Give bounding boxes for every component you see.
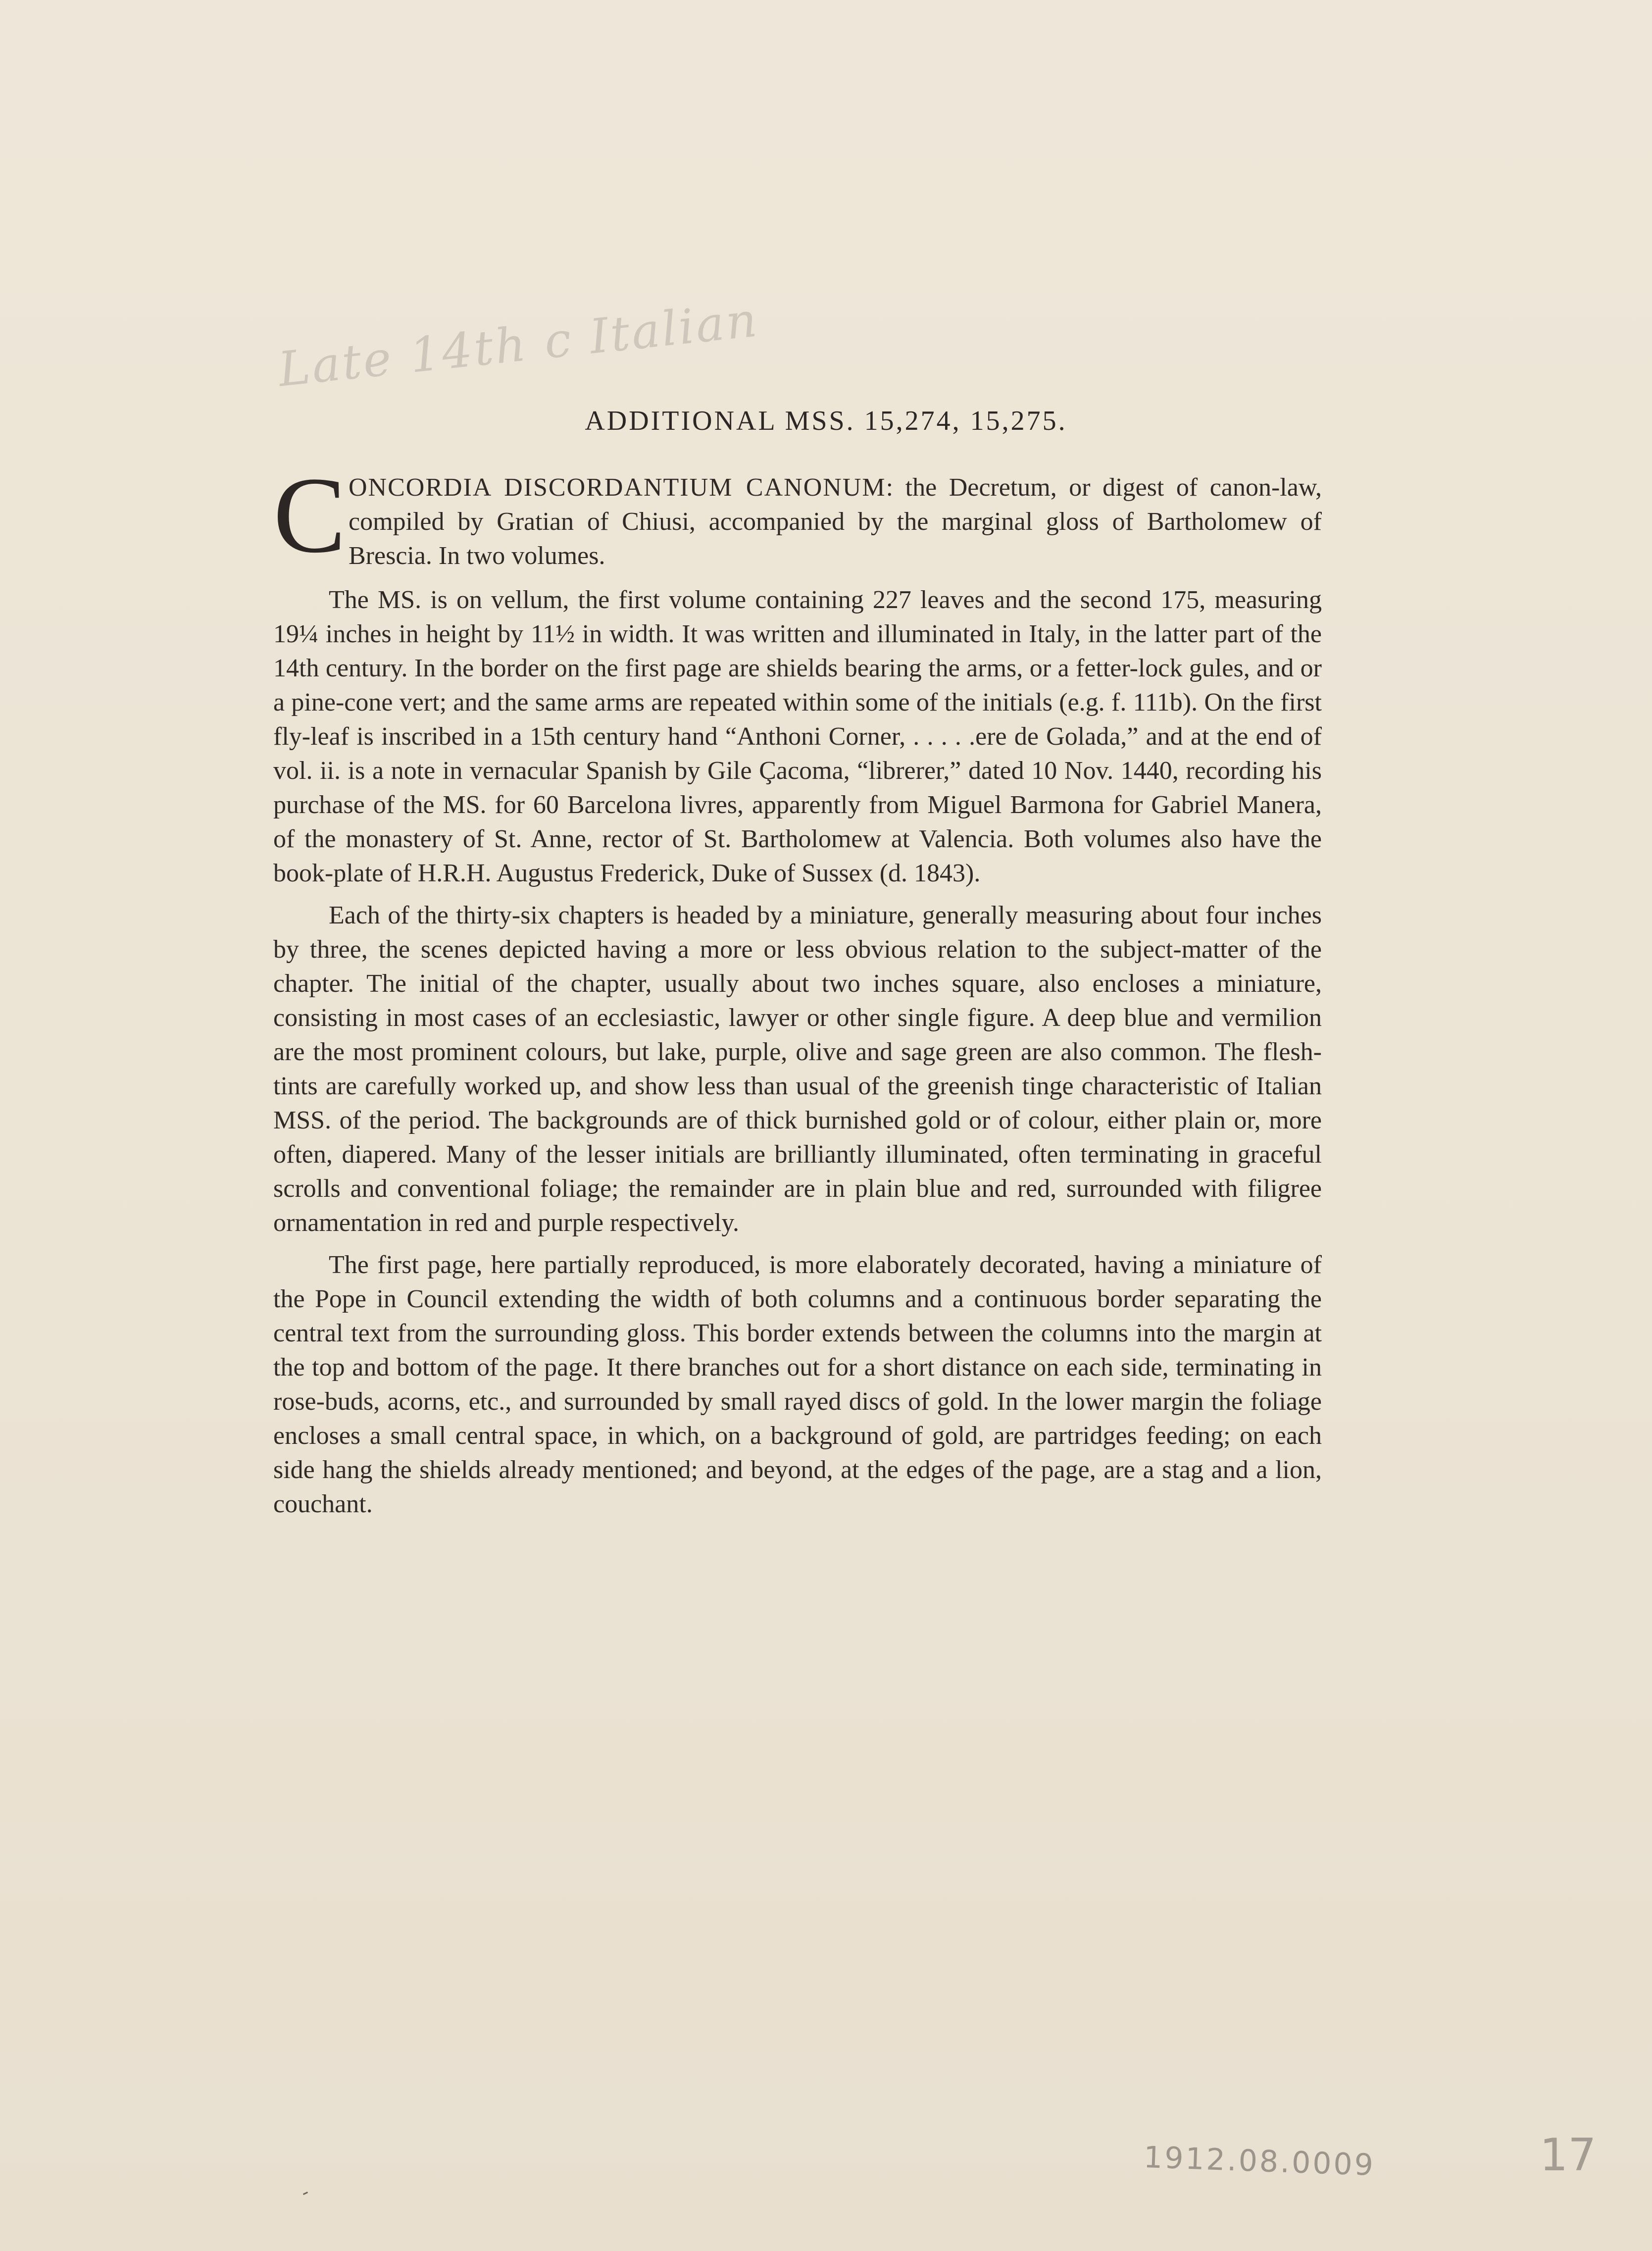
handwritten-annotation: Late 14th c Italian <box>275 292 761 398</box>
body-text <box>273 455 1322 1529</box>
drop-cap: C <box>273 455 346 575</box>
paragraph-1-text: : the Decretum, or digest of canon-law, compiled by Gratian of Chiusi, accompanied by the marginal gloss of Bartholomew of Brescia. In two volumes. <box>349 473 1322 570</box>
paragraph-1 <box>273 455 1322 575</box>
accession-number: 1912.08.0009 <box>1143 2140 1376 2183</box>
paragraph-3: Each of the thirty-six chapters is headed by a miniature, generally measuring about four inches by three, the scenes depicted having a more or less obvious relation to the subject-matter of the chapter. The initial of the chapter, usually about two inches square, also encloses a miniature, consisting in most cases of an ecclesiastic, lawyer or other single figure. A deep blue and vermilion are the most prominent colours, but lake, purple, olive and sage green are also common. The flesh-tints are carefully worked up, and show less than usual of the greenish tinge characteristic of Italian MSS. of the period. The backgrounds are of thick burnished gold or of colour, either plain or, more often, diapered. Many of the lesser initials are brilliantly illuminated, often terminating in graceful scrolls and conventional foliage; the remainder are in plain blue and red, surrounded with filigree ornamentation in red and purple respectively. <box>273 901 1322 1237</box>
paragraph-1-lead: ONCORDIA DISCORDANTIUM CANONUM <box>349 473 886 502</box>
page-heading: ADDITIONAL MSS. 15,274, 15,275. <box>585 406 1067 436</box>
paragraph-4: The first page, here partially reproduced, is more elaborately decorated, having a miniature of the Pope in Council extending the width of both columns and a continuous border separating the central text from the surrounding gloss. This border extends between the columns into the margin at the top and bottom of the page. It there branches out for a short distance on each side, terminating in rose-buds, acorns, etc., and surrounded by small rayed discs of gold. In the lower margin the foliage encloses a small central space, in which, on a background of gold, are partridges feeding; on each side hang the shields already mentioned; and beyond, at the edges of the page, are a stag and a lion, couchant. <box>273 1251 1322 1518</box>
page-number: 17 <box>1540 2129 1597 2181</box>
stray-mark <box>303 2192 308 2195</box>
paragraph-2: The MS. is on vellum, the first volume containing 227 leaves and the second 175, measuring 19¼ inches in height by 11½ in width. It was written and illuminated in Italy, in the latter part of the 14th century. In the border on the first page are shields bearing the arms, or a fetter-lock gules, and or a pine-cone vert; and the same arms are repeated within some of the initials (e.g. f. 111b). On the first fly-leaf is inscribed in a 15th century hand “Anthoni Corner, . . . . .ere de Golada,” and at the end of vol. ii. is a note in vernacular Spanish by Gile Çacoma, “librerer,” dated 10 Nov. 1440, recording his purchase of the MS. for 60 Barcelona livres, apparently from Miguel Barmona for Gabriel Manera, of the monastery of St. Anne, rector of St. Bartholomew at Valencia. Both volumes also have the book-plate of H.R.H. Augustus Frederick, Duke of Sussex (d. 1843). <box>273 586 1322 887</box>
